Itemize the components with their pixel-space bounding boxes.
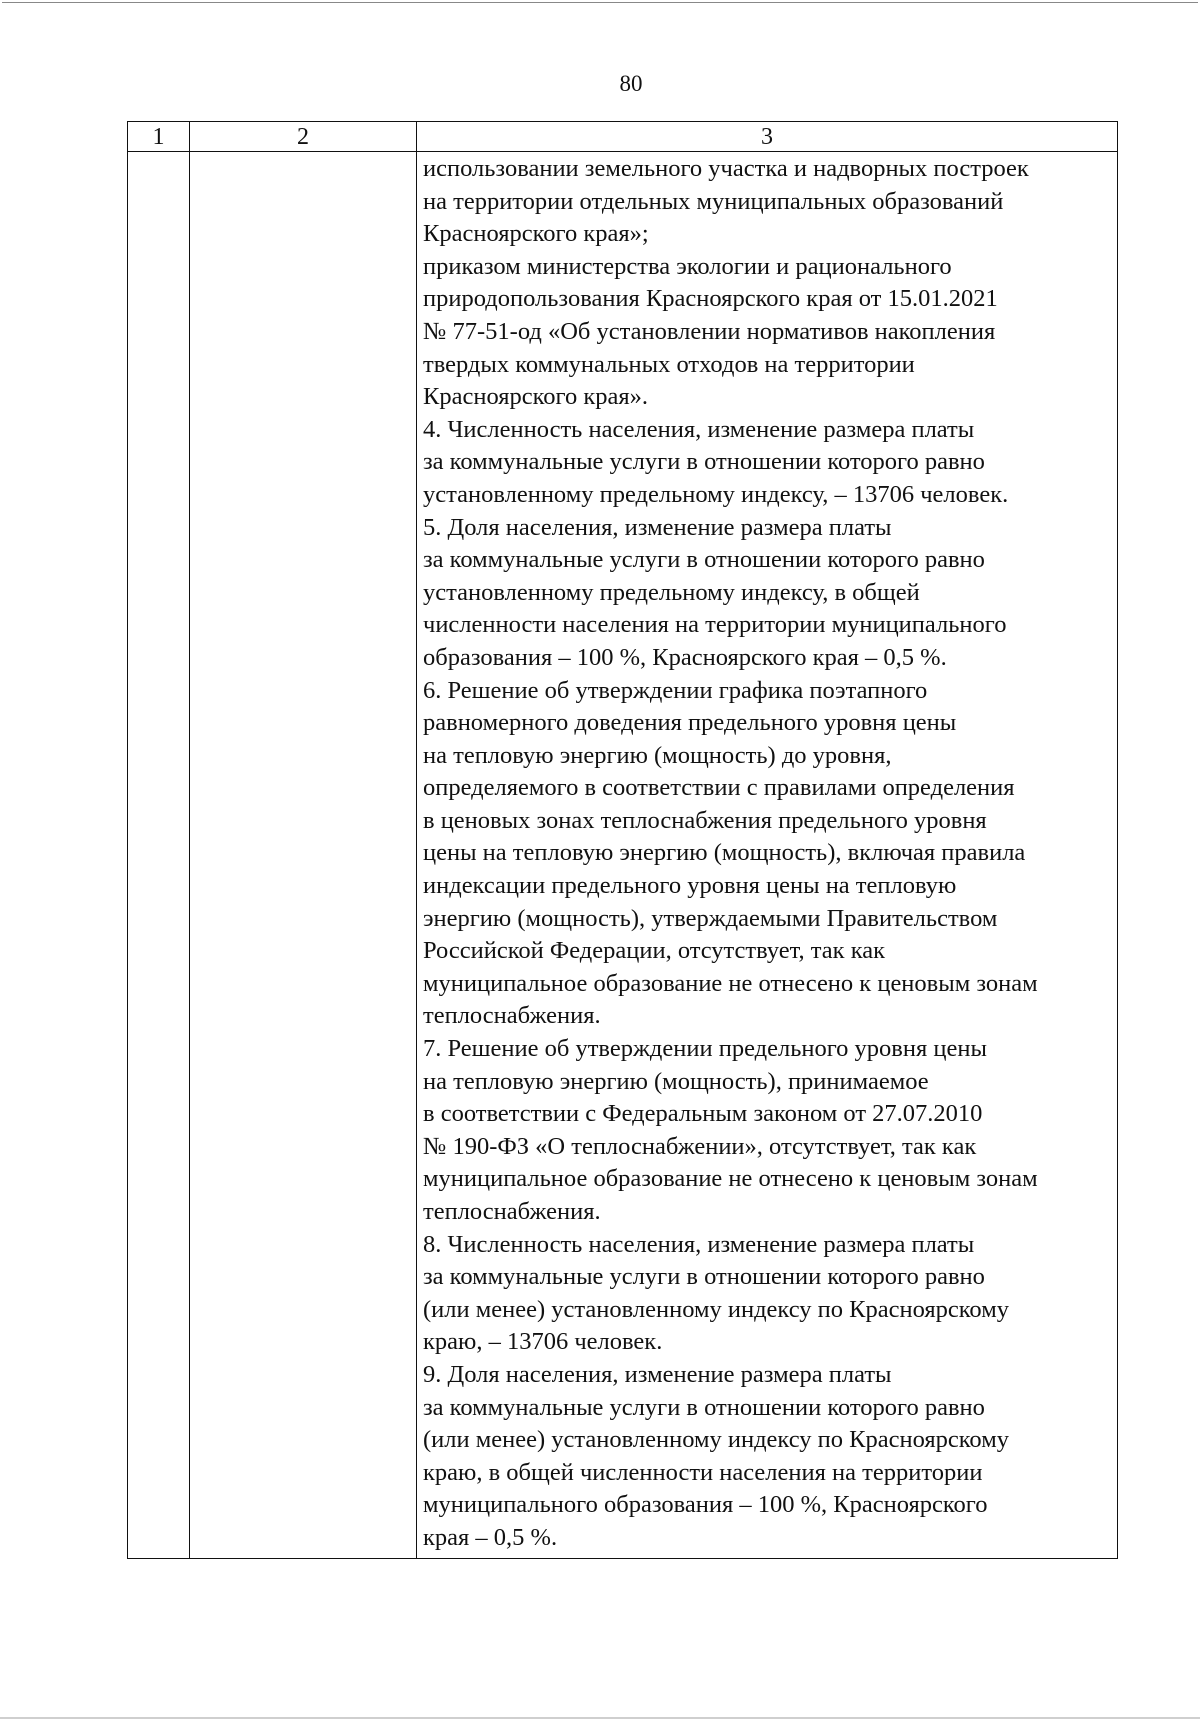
- text-line: на тепловую энергию (мощность) до уровня,: [423, 741, 892, 769]
- text-line: природопользования Красноярского края от 15.01.2021: [423, 285, 998, 313]
- text-line: образования – 100 %, Красноярского края – 0,5 %.: [423, 643, 947, 671]
- text-line: на тепловую энергию (мощность), принимаемое: [423, 1067, 929, 1095]
- text-line: 8. Численность населения, изменение размера платы: [423, 1230, 975, 1258]
- text-line: приказом министерства экологии и рационального: [423, 252, 952, 280]
- text-line: за коммунальные услуги в отношении которого равно: [423, 448, 985, 476]
- text-line: 9. Доля населения, изменение размера платы: [423, 1360, 892, 1388]
- text-line: равномерного доведения предельного уровня цены: [423, 709, 957, 737]
- column-header-2: 2: [190, 122, 417, 152]
- text-line: за коммунальные услуги в отношении которого равно: [423, 1393, 985, 1421]
- text-line: теплоснабжения.: [423, 1002, 601, 1030]
- table-header-row: [128, 122, 1118, 152]
- text-line: Красноярского края»;: [423, 220, 649, 248]
- text-line: 5. Доля населения, изменение размера платы: [423, 513, 892, 541]
- text-line: цены на тепловую энергию (мощность), включая правила: [423, 839, 1026, 867]
- text-line: краю, – 13706 человек.: [423, 1328, 663, 1356]
- text-line: определяемого в соответствии с правилами определения: [423, 774, 1015, 802]
- text-line: (или менее) установленному индексу по Красноярскому: [423, 1426, 1009, 1454]
- text-line: на территории отдельных муниципальных образований: [423, 187, 1004, 215]
- text-line: Российской Федерации, отсутствует, так как: [423, 937, 886, 965]
- text-line: индексации предельного уровня цены на тепловую: [423, 872, 957, 900]
- text-line: энергию (мощность), утверждаемыми Правительством: [423, 904, 998, 932]
- text-line: 4. Численность населения, изменение размера платы: [423, 415, 975, 443]
- column-3-cell: [417, 152, 1118, 1559]
- text-line: (или менее) установленному индексу по Красноярскому: [423, 1295, 1009, 1323]
- scan-bottom-edge: [0, 1717, 1200, 1719]
- text-line: установленному предельному индексу, в общей: [423, 578, 920, 606]
- scan-top-edge: [2, 2, 1198, 3]
- text-line: за коммунальные услуги в отношении которого равно: [423, 546, 985, 574]
- text-line: использовании земельного участка и надворных построек: [423, 155, 1029, 182]
- table-row: [128, 152, 1118, 1559]
- text-line: муниципальное образование не отнесено к ценовым зонам: [423, 1165, 1038, 1193]
- content-table: [127, 121, 1118, 1559]
- text-line: установленному предельному индексу, – 13706 человек.: [423, 480, 1009, 508]
- text-line: за коммунальные услуги в отношении которого равно: [423, 1263, 985, 1291]
- column-header-3: 3: [417, 122, 1118, 152]
- text-line: в ценовых зонах теплоснабжения предельного уровня: [423, 806, 987, 834]
- page-number: 80: [619, 71, 643, 96]
- text-line: Красноярского края».: [423, 383, 649, 411]
- text-line: 6. Решение об утверждении графика поэтапного: [423, 676, 928, 704]
- text-line: твердых коммунальных отходов на территории: [423, 350, 915, 378]
- column-2-cell: [190, 152, 417, 1559]
- text-line: в соответствии с Федеральным законом от 27.07.2010: [423, 1100, 983, 1128]
- text-line: теплоснабжения.: [423, 1198, 601, 1225]
- text-line: муниципальное образование не отнесено к ценовым зонам: [423, 969, 1038, 997]
- text-line: края – 0,5 %.: [423, 1523, 558, 1551]
- text-line: численности населения на территории муниципального: [423, 611, 1007, 639]
- column-1-cell: [128, 152, 190, 1559]
- text-line: 7. Решение об утверждении предельного уровня цены: [423, 1035, 987, 1063]
- text-line: краю, в общей численности населения на территории: [423, 1458, 983, 1486]
- column-header-1: 1: [128, 122, 190, 152]
- text-line: № 190-ФЗ «О теплоснабжении», отсутствует, так как: [423, 1132, 977, 1160]
- text-line: муниципального образования – 100 %, Красноярского: [423, 1491, 988, 1519]
- text-line: № 77-51-од «Об установлении нормативов накопления: [423, 317, 996, 345]
